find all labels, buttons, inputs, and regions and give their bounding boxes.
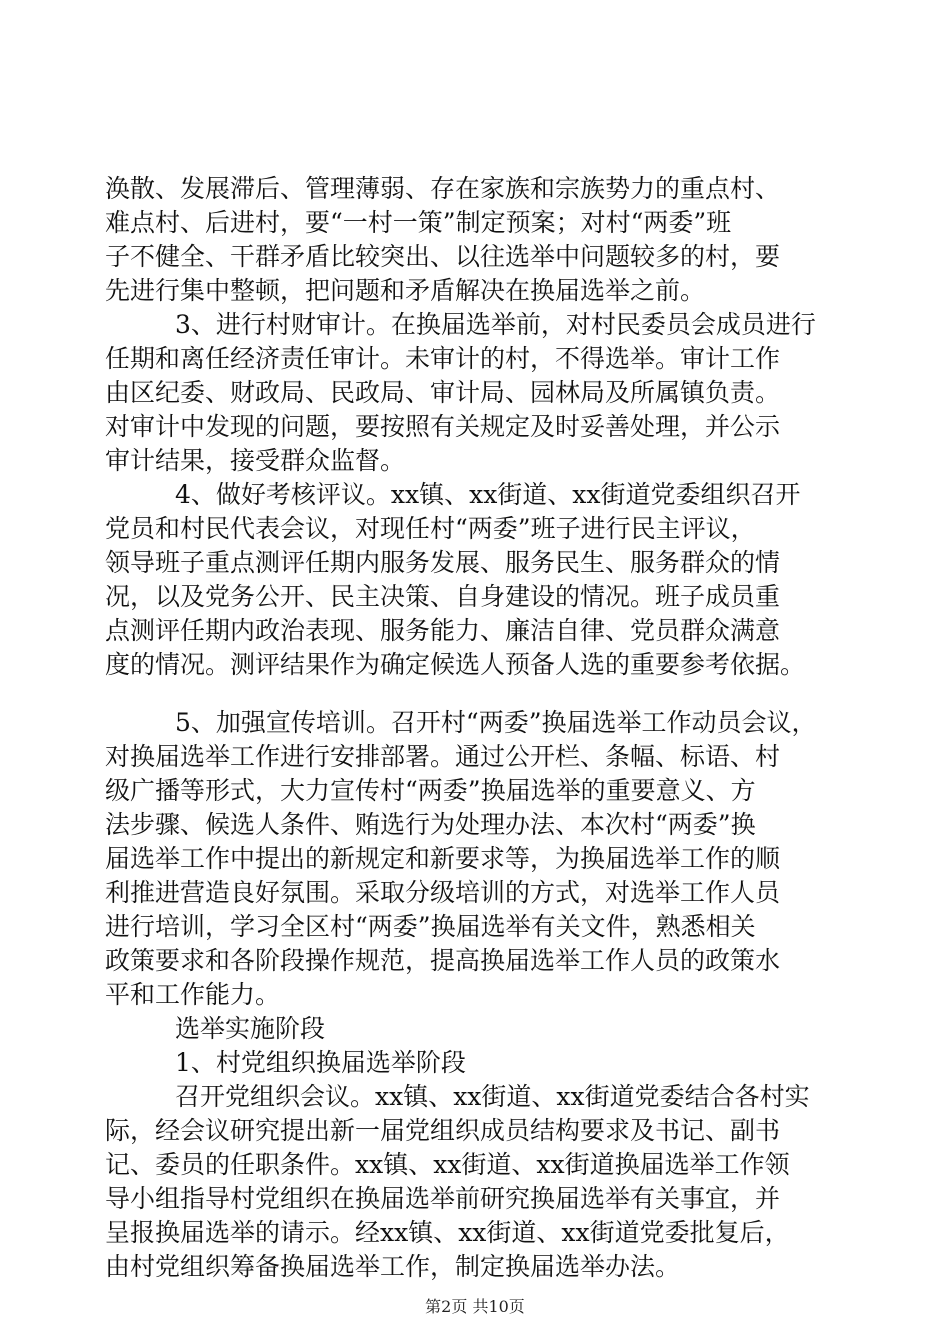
text-line: 级广播等形式，大力宣传村“两委”换届选举的重要意义、方 xyxy=(105,776,756,805)
section-heading: 选举实施阶段 xyxy=(175,1014,326,1043)
text-line: 4、做好考核评议。xx镇、xx街道、xx街道党委组织召开 xyxy=(175,480,801,509)
text-line: 由村党组织筹备换届选举工作，制定换届选举办法。 xyxy=(105,1252,681,1281)
text-line: 3、进行村财审计。在换届选举前，对村民委员会成员进行 xyxy=(175,310,816,339)
text-line: 呈报换届选举的请示。经xx镇、xx街道、xx街道党委批复后， xyxy=(105,1218,790,1247)
text-line: 届选举工作中提出的新规定和新要求等，为换届选举工作的顺 xyxy=(105,844,781,873)
text-line: 记、委员的任职条件。xx镇、xx街道、xx街道换届选举工作领 xyxy=(105,1150,790,1179)
text-line: 先进行集中整顿，把问题和矛盾解决在换届选举之前。 xyxy=(105,276,706,305)
subsection-heading: 1、村党组织换届选举阶段 xyxy=(175,1048,466,1077)
text-line: 利推进营造良好氛围。采取分级培训的方式，对选举工作人员 xyxy=(105,878,781,907)
text-line: 难点村、后进村，要“一村一策”制定预案；对村“两委”班 xyxy=(105,208,732,237)
text-line: 况，以及党务公开、民主决策、自身建设的情况。班子成员重 xyxy=(105,582,781,611)
text-line: 平和工作能力。 xyxy=(105,980,281,1009)
text-line: 召开党组织会议。xx镇、xx街道、xx街道党委结合各村实 xyxy=(175,1082,810,1111)
text-line: 对换届选举工作进行安排部署。通过公开栏、条幅、标语、村 xyxy=(105,742,781,771)
text-line: 法步骤、候选人条件、贿选行为处理办法、本次村“两委”换 xyxy=(105,810,756,839)
text-line: 涣散、发展滞后、管理薄弱、存在家族和宗族势力的重点村、 xyxy=(105,174,781,203)
text-line: 领导班子重点测评任期内服务发展、服务民生、服务群众的情 xyxy=(105,548,781,577)
text-line: 进行培训，学习全区村“两委”换届选举有关文件，熟悉相关 xyxy=(105,912,756,941)
text-line: 由区纪委、财政局、民政局、审计局、园林局及所属镇负责。 xyxy=(105,378,781,407)
text-line: 子不健全、干群矛盾比较突出、以往选举中问题较多的村，要 xyxy=(105,242,781,271)
page-number-footer: 第2页 共10页 xyxy=(425,1297,525,1316)
text-line: 党员和村民代表会议，对现任村“两委”班子进行民主评议， xyxy=(105,514,756,543)
text-line: 5、加强宣传培训。召开村“两委”换届选举工作动员会议， xyxy=(175,708,817,737)
text-line: 导小组指导村党组织在换届选举前研究换届选举有关事宜，并 xyxy=(105,1184,781,1213)
text-line: 对审计中发现的问题，要按照有关规定及时妥善处理，并公示 xyxy=(105,412,781,441)
text-line: 际，经会议研究提出新一届党组织成员结构要求及书记、副书 xyxy=(105,1116,781,1145)
text-line: 点测评任期内政治表现、服务能力、廉洁自律、党员群众满意 xyxy=(105,616,781,645)
text-line: 度的情况。测评结果作为确定候选人预备人选的重要参考依据。 xyxy=(105,650,806,679)
text-line: 政策要求和各阶段操作规范，提高换届选举工作人员的政策水 xyxy=(105,946,781,975)
text-line: 审计结果，接受群众监督。 xyxy=(105,446,406,475)
text-line: 任期和离任经济责任审计。未审计的村，不得选举。审计工作 xyxy=(105,344,781,373)
